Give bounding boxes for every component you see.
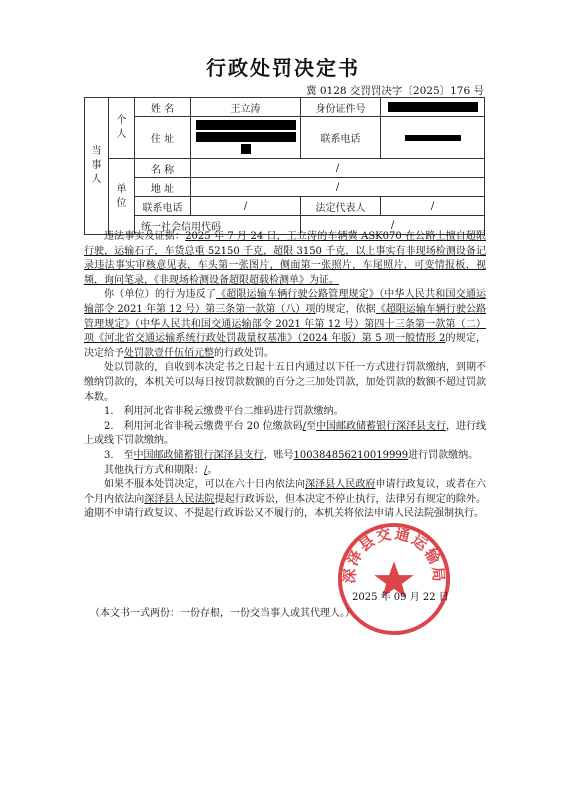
- copy-note: （本文书一式两份：一份存根，一份交当事人或其代理人。）: [90, 608, 355, 619]
- other-methods: [84, 464, 486, 479]
- payment-text: 进行罚款缴纳。: [408, 449, 479, 461]
- violation-paragraph: [84, 288, 486, 361]
- other-methods-value: /: [204, 464, 208, 476]
- bank-name: 中国邮政储蓄银行深泽县支行: [316, 420, 446, 432]
- payment-text: 至: [306, 420, 316, 432]
- document-number: 冀 0128 交罚罚决字〔2025〕176 号: [306, 85, 484, 97]
- person-address-label: 住 址: [135, 117, 191, 159]
- document-title: 行政处罚决定书: [206, 56, 360, 80]
- appeal-paragraph: [84, 478, 486, 522]
- payment-text: 2. 利用河北省非税云缴费平台 20 位缴款码: [104, 420, 303, 432]
- person-phone-label: 联系电话: [301, 117, 381, 159]
- violation-text: 你（单位）的行为违反了: [104, 289, 217, 301]
- payment-text: ，账号: [263, 449, 294, 461]
- court-name: 深泽县人民法院: [144, 493, 215, 505]
- person-address-value: [191, 117, 301, 159]
- redaction-block: [196, 120, 296, 130]
- review-authority: 深泽县人民政府: [305, 479, 376, 491]
- redaction-block: [241, 144, 251, 154]
- bank-name: 中国邮政储蓄银行深泽县支行: [133, 449, 264, 461]
- party-label: 当事人: [85, 98, 109, 235]
- redaction-block: [405, 135, 461, 141]
- penalty-amount: 处罚款壹仟伍佰元整: [124, 347, 214, 359]
- appeal-text: 提起行政诉讼，但本决定不停止执行，法律另有规定的除外。逾期不申请行政复议、不提起行政诉讼又不履行的，本机关将依法申请人民法院强制执行。: [84, 493, 487, 520]
- unit-name-value: /: [191, 159, 485, 178]
- penalty-basis: 《超限运输车辆行驶公路管理规定》（中华人民共和国交通运输部令 2021 年第 12 号）第四十三条第一款第（二）项《河北省交通运输系统行政处罚裁量权基准》（2024 年版）第 5 项一般情形 2: [84, 303, 487, 345]
- facts-text: 2025 年 7 月 24 日，王立涛的车辆冀 ASK070 在公路上擅自超限行驶，运输石子，车货总重 52150 千克，超限 3150 千克，以上事实有非现场检测设备记录违法事实审核意见表，车头第一张图片，侧面第一张照片，车尾照片，可变情报板，视频，询问笔录，《非现场检测设备超限超载检测单》为证。: [84, 231, 487, 286]
- unit-address-label: 地 址: [135, 178, 191, 197]
- unit-phone-value: /: [191, 197, 301, 216]
- other-methods-end: 。: [207, 464, 218, 476]
- person-phone-value: [381, 117, 485, 159]
- person-id-value: [381, 98, 485, 117]
- official-seal: [335, 520, 453, 638]
- person-label: 个人: [109, 98, 135, 159]
- person-name-label: 姓 名: [135, 98, 191, 117]
- redaction-block: [388, 102, 478, 112]
- unit-address-value: /: [191, 178, 485, 197]
- payment-text: 3. 至: [104, 449, 134, 461]
- unit-credit-value: /: [301, 216, 485, 235]
- unit-name-label: 名 称: [135, 159, 191, 178]
- unit-label: 单位: [109, 159, 135, 235]
- payment-method-1: 1. 利用河北省非税云缴费平台二维码进行罚款缴纳。: [104, 406, 344, 418]
- seal-text: 深泽县交通运输局: [341, 525, 447, 585]
- appeal-text: 如果不服本处罚决定，可以在六十日内依法向: [104, 479, 306, 491]
- unit-rep-value: /: [381, 197, 485, 216]
- other-methods-label: 其他执行方式和期限：: [104, 464, 204, 476]
- unit-rep-label: 法定代表人: [301, 197, 381, 216]
- payment-method-3: [84, 449, 486, 464]
- person-id-label: 身份证件号: [301, 98, 381, 117]
- facts-paragraph: [84, 230, 486, 288]
- violation-text: 的规定，依据: [315, 303, 376, 315]
- decision-body: [84, 230, 486, 522]
- unit-credit-label: 统一社会信用代码: [135, 216, 301, 235]
- violated-regulation: 《超限运输车辆行驶公路管理规定》（中华人民共和国交通运输部令 2021 年第 12 号）第三条第一款第（八）项: [84, 289, 487, 315]
- unit-phone-label: 联系电话: [135, 197, 191, 216]
- appeal-text: 申请行政复议，或者在六个月内依法向: [84, 479, 487, 505]
- payment-method-2: [84, 420, 486, 449]
- person-name-value: 王立涛: [191, 98, 301, 117]
- bank-account: 100384856210019999: [293, 449, 409, 461]
- payment-text: ，进行线上或线下罚款缴纳。: [84, 420, 486, 447]
- redaction-block: [196, 132, 296, 142]
- payment-code: /: [302, 420, 306, 432]
- violation-text: 的行政处罚。: [214, 347, 274, 359]
- facts-label: 违法事实及证据：: [104, 231, 186, 242]
- issue-date: 2025 年 09 月 22 日: [352, 592, 449, 603]
- violation-text: 的规定，决定给予: [84, 333, 487, 359]
- party-table: [84, 97, 485, 235]
- payment-paragraph: 处以罚款的，自收到本决定书之日起十五日内通过以下任一方式进行罚款缴纳，到期不缴纳罚款的，本机关可以每日按罚款数额的百分之三加处罚款，加处罚款的数额不超过罚款本数。: [84, 362, 486, 403]
